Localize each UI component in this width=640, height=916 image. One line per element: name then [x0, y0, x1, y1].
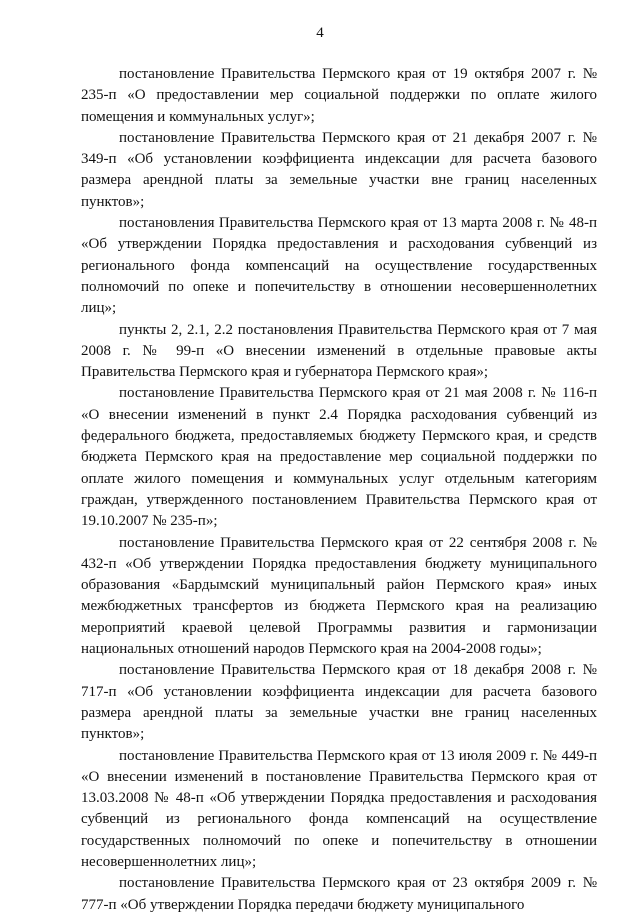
paragraph-decree-449: постановление Правительства Пермского края от 13 июля 2009 г. № 449-п «О внесении изменений в постановление Правительства Пермского края от 13.03.2008 № 48-п «Об утверждении Порядка предоставления и расходования субвенций из регионального фонда компенсаций на осуществление государственных полномочий по опеке и попечительству в отношении несовершеннолетних лиц»;: [81, 747, 597, 870]
paragraph-decree-349: постановление Правительства Пермского края от 21 декабря 2007 г. № 349-п «Об установлении коэффициента индексации для расчета базового размера арендной платы за земельные участки вне границ населенных пунктов»;: [81, 129, 597, 210]
paragraph-decree-777: постановление Правительства Пермского края от 23 октября 2009 г. № 777-п «Об утверждении Порядка передачи бюджету муниципального: [81, 875, 597, 913]
paragraph-decree-717: постановление Правительства Пермского края от 18 декабря 2008 г. № 717-п «Об установлении коэффициента индексации для расчета базового размера арендной платы за земельные участки вне границ населенных пунктов»;: [81, 662, 597, 743]
paragraph-decree-235: постановление Правительства Пермского края от 19 октября 2007 г. № 235-п «О предоставлении мер социальной поддержки по оплате жилого помещения и коммунальных услуг»;: [81, 66, 597, 125]
document-body: [81, 64, 597, 916]
paragraph-decree-48: постановления Правительства Пермского края от 13 марта 2008 г. № 48-п «Об утверждении Порядка предоставления и расходования субвенций из регионального фонда компенсаций на осуществление государственных полномочий по опеке и попечительству в отношении несовершеннолетних лиц»;: [81, 215, 597, 317]
paragraph-decree-116: постановление Правительства Пермского края от 21 мая 2008 г. № 116-п «О внесении изменений в пункт 2.4 Порядка расходования субвенций из федерального бюджета, предоставляемых бюджету Пермского края, и средств бюджета Пермского края на предоставление мер социальной поддержки по оплате жилого помещения и коммунальных услуг отдельным категориям граждан, утвержденного постановлением Правительства Пермского края от 19.10.2007 № 235-п»;: [81, 385, 597, 530]
page-number: 4: [316, 25, 324, 41]
paragraph-decree-99: пункты 2, 2.1, 2.2 постановления Правительства Пермского края от 7 мая 2008 г. № 99-п «О внесении изменений в отдельные правовые акты Правительства Пермского края и губернатора Пермского края»;: [81, 321, 597, 381]
paragraph-decree-432: постановление Правительства Пермского края от 22 сентября 2008 г. № 432-п «Об утверждении Порядка предоставления бюджету муниципального образования «Бардымский муниципальный район Пермского края» иных межбюджетных трансфертов из бюджета Пермского края на реализацию мероприятий краевой целевой Программы развития и гармонизации национальных отношений народов Пермского края на 2004-2008 годы»;: [81, 534, 597, 658]
